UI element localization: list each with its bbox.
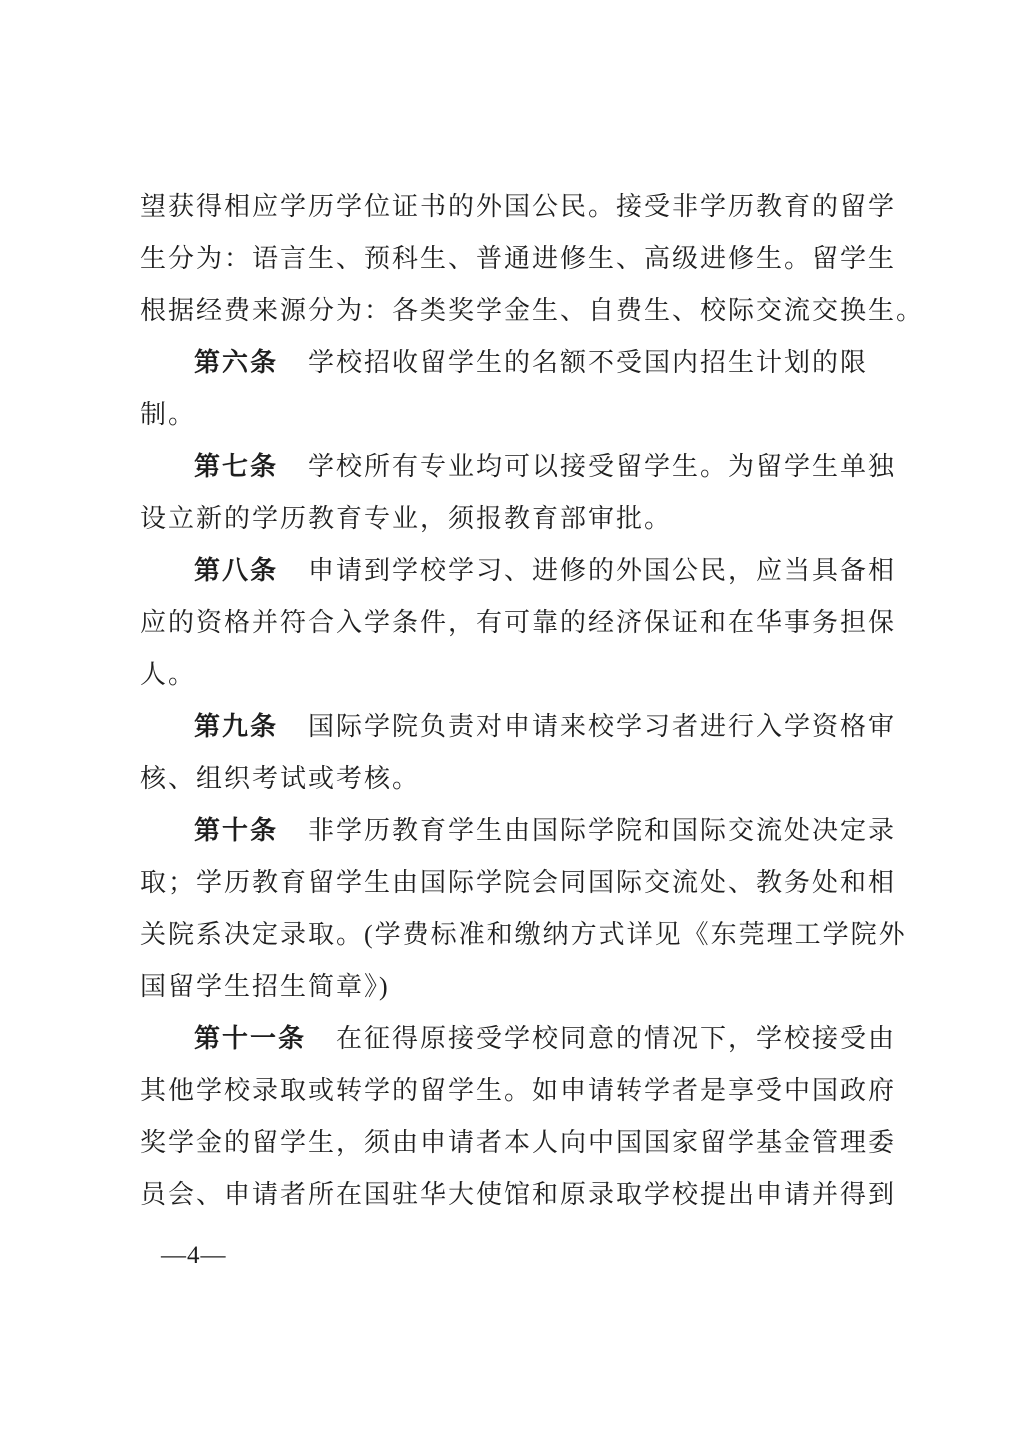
text-line <box>140 233 896 285</box>
article-number: 第七条 <box>194 452 279 481</box>
line-text: 根据经费来源分为：各类奖学金生、自费生、校际交流交换生。 <box>140 296 925 325</box>
line-text: 国留学生招生简章》) <box>140 972 390 1001</box>
line-text: 国际学院负责对申请来校学习者进行入学资格审 <box>308 712 897 741</box>
line-text: 学校招收留学生的名额不受国内招生计划的限 <box>308 348 869 377</box>
text-line <box>140 1013 896 1065</box>
text-line <box>140 753 896 805</box>
text-line <box>140 337 896 389</box>
text-line <box>140 181 896 233</box>
line-text: 取；学历教育留学生由国际学院会同国际交流处、教务处和相 <box>140 868 897 897</box>
line-text: 奖学金的留学生，须由申请者本人向中国国家留学基金管理委 <box>140 1128 897 1157</box>
page-footer <box>161 1240 227 1272</box>
text-line <box>140 1117 896 1169</box>
article-number: 第八条 <box>194 556 279 585</box>
line-text: 人。 <box>140 660 197 689</box>
text-line <box>140 857 896 909</box>
article-number: 第六条 <box>194 348 279 377</box>
document-body <box>140 181 925 1221</box>
line-text: 员会、申请者所在国驻华大使馆和原录取学校提出申请并得到 <box>140 1180 897 1209</box>
line-text: 制。 <box>140 400 197 429</box>
line-text: 其他学校录取或转学的留学生。如申请转学者是享受中国政府 <box>140 1076 897 1105</box>
page-number: —4— <box>161 1242 227 1269</box>
text-line <box>140 545 896 597</box>
line-text: 非学历教育学生由国际学院和国际交流处决定录 <box>308 816 897 845</box>
line-text: 望获得相应学历学位证书的外国公民。接受非学历教育的留学 <box>140 192 897 221</box>
line-text: 关院系决定录取。(学费标准和缴纳方式详见《东莞理工学院外 <box>140 920 907 949</box>
text-line <box>140 285 925 337</box>
text-line <box>140 909 907 961</box>
line-text: 在征得原接受学校同意的情况下，学校接受由 <box>336 1024 897 1053</box>
text-line <box>140 441 896 493</box>
line-text: 设立新的学历教育专业，须报教育部审批。 <box>140 504 673 533</box>
line-text: 学校所有专业均可以接受留学生。为留学生单独 <box>308 452 897 481</box>
text-line <box>140 805 896 857</box>
line-text: 应的资格并符合入学条件，有可靠的经济保证和在华事务担保 <box>140 608 897 637</box>
text-line <box>140 597 896 649</box>
text-line <box>140 649 896 701</box>
text-line <box>140 961 896 1013</box>
article-number: 第十一条 <box>194 1024 307 1053</box>
text-line <box>140 1169 896 1221</box>
line-text: 核、组织考试或考核。 <box>140 764 421 793</box>
text-line <box>140 493 896 545</box>
article-number: 第十条 <box>194 816 279 845</box>
text-line <box>140 1065 896 1117</box>
text-line <box>140 389 896 441</box>
line-text: 生分为：语言生、预科生、普通进修生、高级进修生。留学生 <box>140 244 897 273</box>
line-text: 申请到学校学习、进修的外国公民，应当具备相 <box>308 556 897 585</box>
article-number: 第九条 <box>194 712 279 741</box>
text-line <box>140 701 896 753</box>
